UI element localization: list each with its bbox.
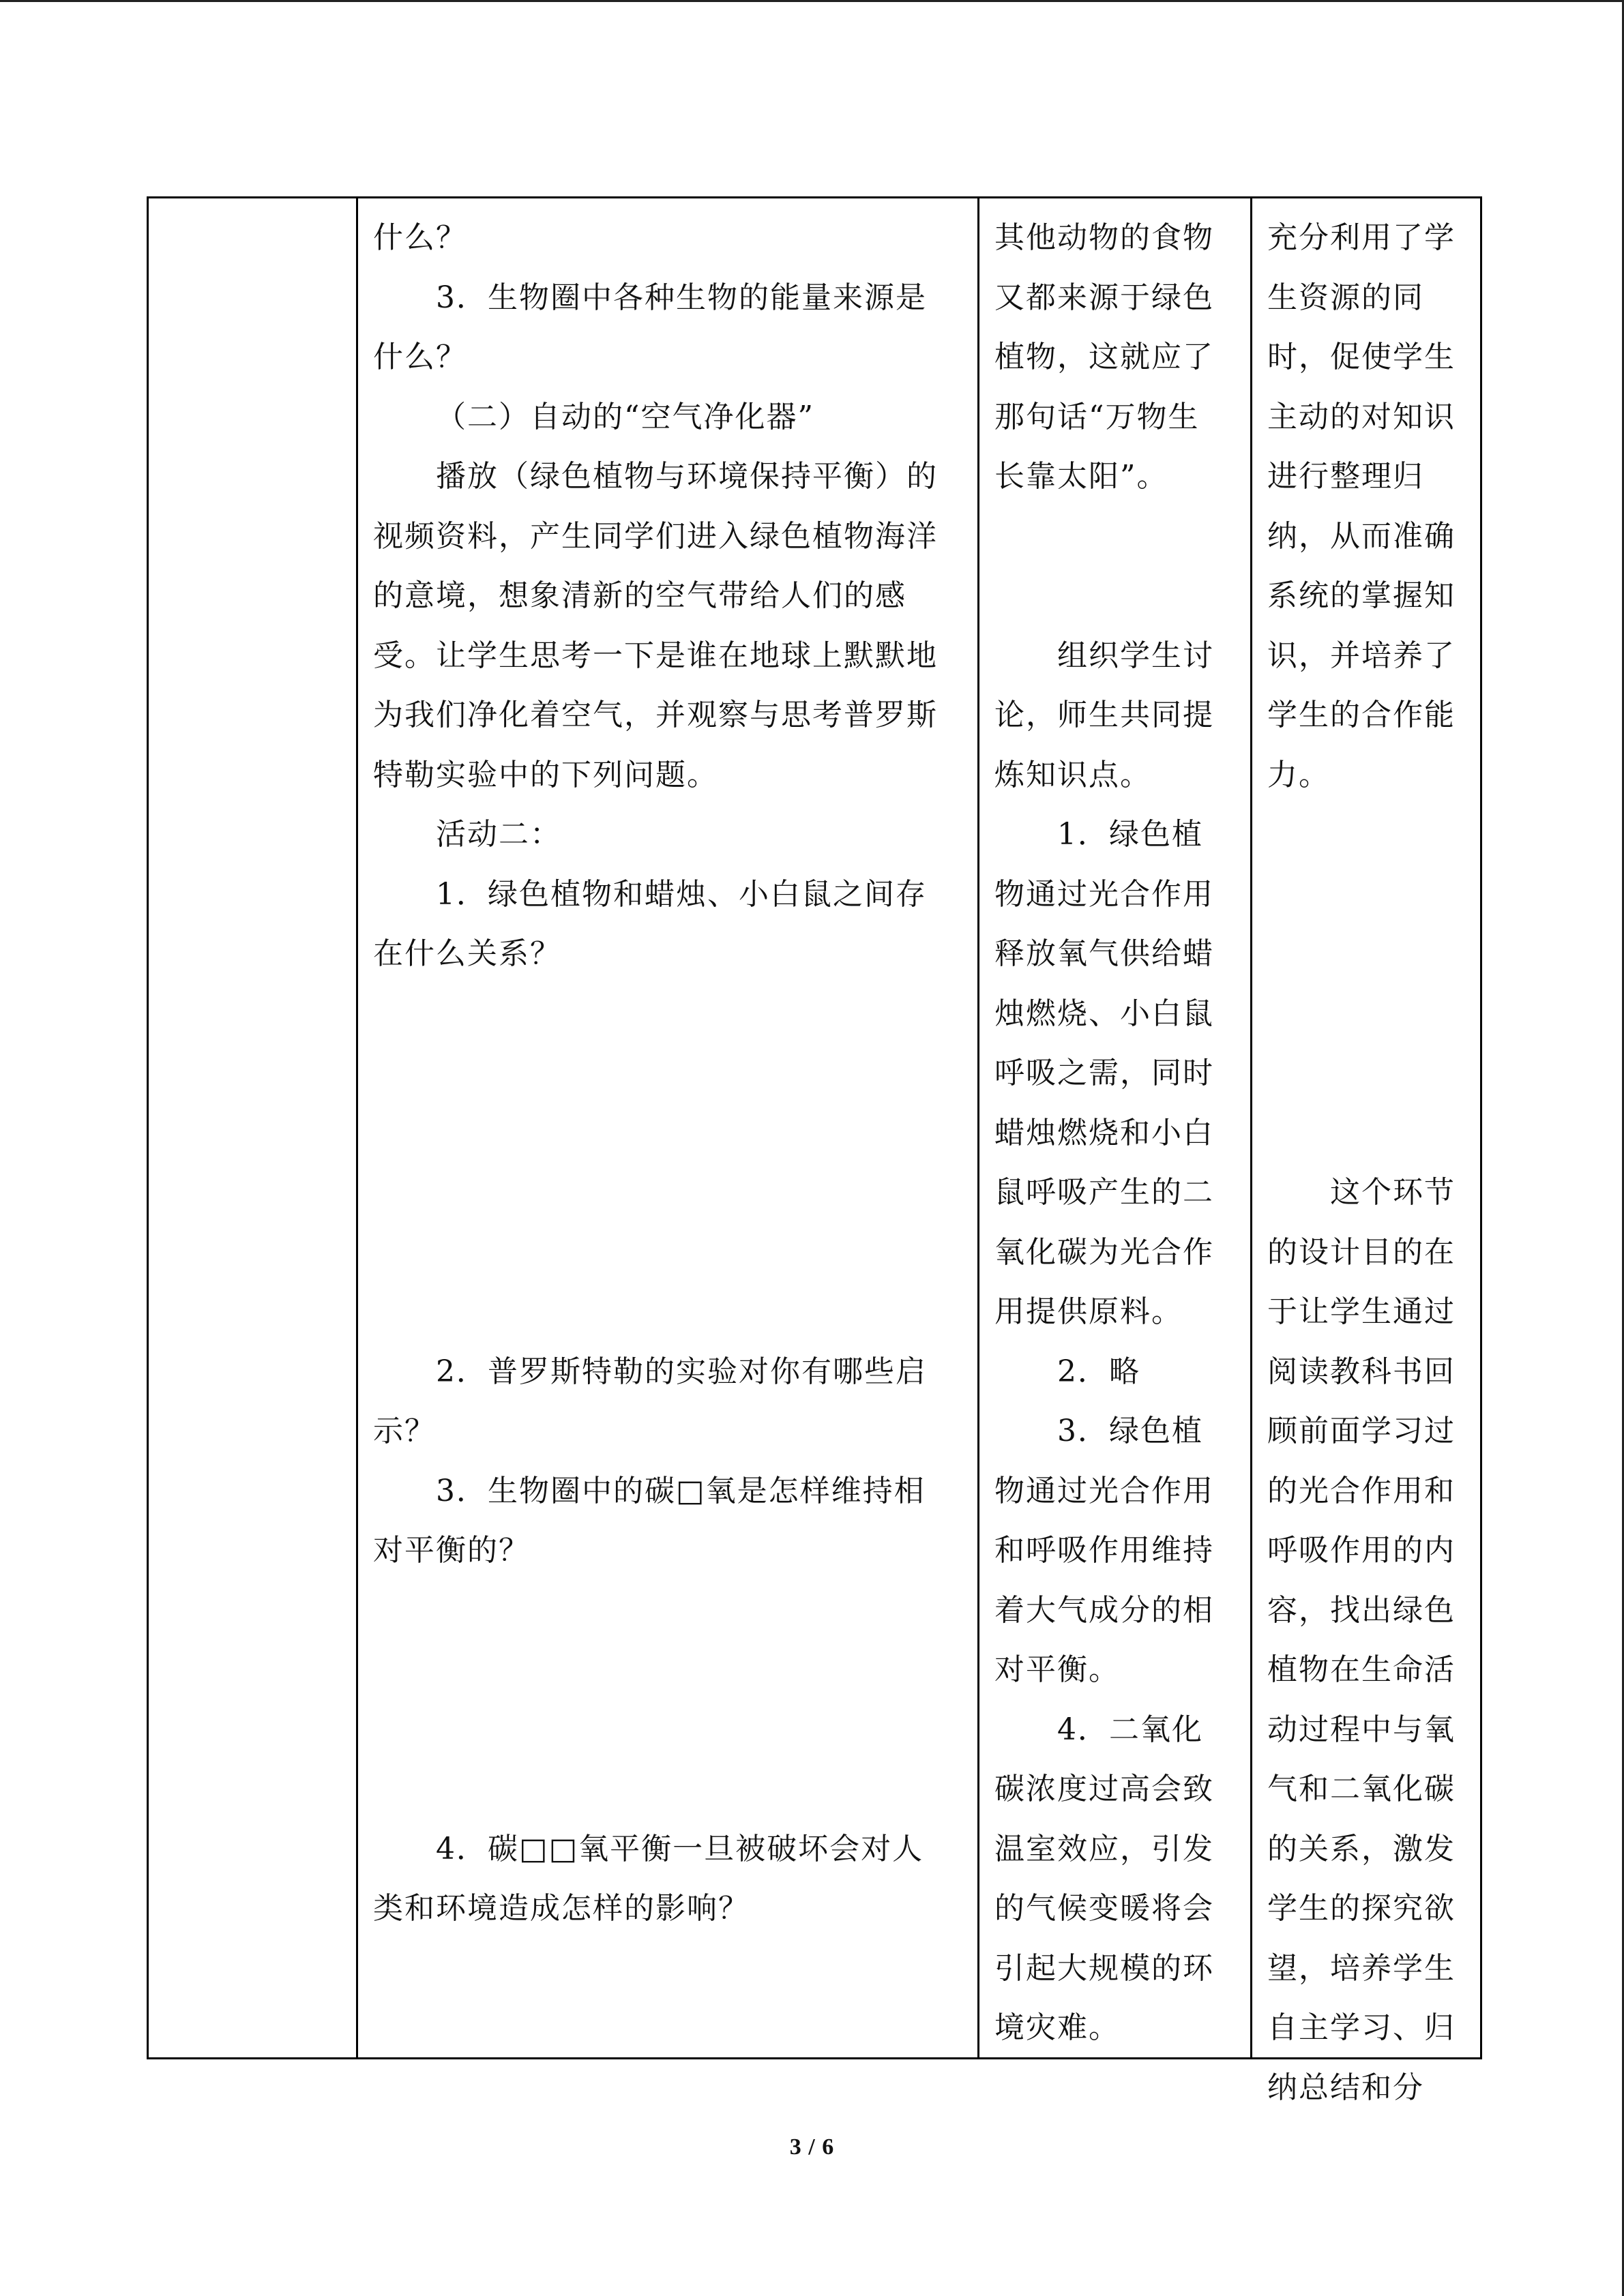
text-line: 呼吸之需，同时 (994, 1056, 1214, 1090)
blank-line (1267, 1103, 1468, 1163)
text-line: 物通过光合作用 (994, 1473, 1214, 1508)
text-line: 3．生物圈中各种生物的能量来源是 (436, 280, 927, 315)
text-line: 植物在生命活 (1267, 1652, 1456, 1687)
text-line: 进行整理归 (1267, 459, 1424, 494)
text-line: 4．碳□□氧平衡一旦被破坏会对人 (436, 1831, 924, 1866)
text-line: 的意境，想象清新的空气带给人们的感 (373, 578, 906, 613)
text-line: 气和二氧化碳 (1267, 1772, 1456, 1806)
text-line: 自主学习、归 (1267, 2010, 1456, 2045)
blank-line (994, 566, 1238, 626)
blank-line (373, 1581, 965, 1641)
text-line: 什么？ (373, 220, 467, 255)
text-line: 对平衡。 (994, 1652, 1120, 1687)
text-line: 动过程中与氧 (1267, 1712, 1456, 1747)
activity-heading: 活动二： (436, 817, 561, 852)
text-line: 阅读教科书回 (1267, 1354, 1456, 1389)
text-line: 炼知识点。 (994, 757, 1151, 792)
text-line: 其他动物的食物 (994, 220, 1214, 255)
text-line: 释放氧气供给蜡 (994, 936, 1214, 971)
page-number: 3 / 6 (789, 2134, 835, 2160)
blank-line (373, 1282, 965, 1342)
blank-line (1267, 805, 1468, 865)
text-line: 于让学生通过 (1267, 1294, 1456, 1329)
text-line: 望，培养学生 (1267, 1950, 1456, 1986)
text-line: 又都来源于绿色 (994, 280, 1214, 315)
text-line: 境灾难。 (994, 2010, 1120, 2045)
text-line: 为我们净化着空气，并观察与思考普罗斯 (373, 698, 938, 732)
text-line: 植物，这就应了 (994, 340, 1214, 374)
text-line: 1．绿色植物和蜡烛、小白鼠之间存 (436, 876, 927, 912)
text-line: 3．生物圈中的碳□氧是怎样维持相 (436, 1473, 926, 1508)
text-line: 的光合作用和 (1267, 1473, 1456, 1508)
section-heading: （二）自动的“空气净化器” (436, 399, 814, 434)
text-line: 容，找出绿色 (1267, 1592, 1456, 1628)
text-line: 在什么关系？ (373, 936, 561, 971)
blank-line (373, 1700, 965, 1760)
text-line: 物通过光合作用 (994, 876, 1214, 912)
text-line: 氧化碳为光合作 (994, 1234, 1214, 1270)
text-line: 4．二氧化 (1057, 1712, 1203, 1747)
text-line: 学生的探究欲 (1267, 1891, 1456, 1926)
text-line: 3．绿色植 (1057, 1414, 1203, 1448)
text-line: 烛燃烧、小白鼠 (994, 996, 1214, 1031)
text-line: 主动的对知识 (1267, 399, 1456, 434)
text-line: 和呼吸作用维持 (994, 1533, 1214, 1568)
blank-line (1267, 865, 1468, 925)
blank-line (1267, 984, 1468, 1044)
blank-line (373, 1640, 965, 1700)
text-line: 1．绿色植 (1057, 817, 1203, 852)
blank-line (1267, 924, 1468, 984)
text-line: 识，并培养了 (1267, 638, 1456, 673)
text-line: 蜡烛燃烧和小白 (994, 1115, 1214, 1150)
blank-line (1267, 1043, 1468, 1103)
text-line: 组织学生讨 (1057, 638, 1214, 673)
blank-line (373, 1163, 965, 1223)
blank-line (373, 1103, 965, 1163)
text-line: 播放（绿色植物与环境保持平衡）的 (436, 459, 938, 494)
text-line: 生资源的同 (1267, 280, 1424, 315)
blank-line (994, 507, 1238, 567)
text-line: 示？ (373, 1414, 436, 1448)
text-line: 顾前面学习过 (1267, 1414, 1456, 1448)
text-line: 时，促使学生 (1267, 340, 1456, 374)
text-line: 视频资料，产生同学们进入绿色植物海洋 (373, 518, 938, 554)
student-activity-cell (979, 198, 1252, 2059)
text-line: 的关系，激发 (1267, 1831, 1456, 1866)
text-line: 温室效应，引发 (994, 1831, 1214, 1866)
text-line: 纳总结和分 (1267, 2070, 1424, 2105)
text-line: 类和环境造成怎样的影响？ (373, 1891, 750, 1926)
design-intent-cell (1252, 198, 1481, 2105)
text-line: 的气候变暖将会 (994, 1891, 1214, 1926)
text-line: 的设计目的在 (1267, 1234, 1456, 1270)
text-line: 纳，从而准确 (1267, 518, 1456, 554)
text-line: 那句话“万物生 (994, 399, 1200, 434)
table-row (148, 198, 1481, 2059)
text-line: 鼠呼吸产生的二 (994, 1175, 1214, 1210)
text-line: 长靠太阳”。 (994, 459, 1168, 494)
blank-line (373, 1759, 965, 1819)
text-line: 什么？ (373, 340, 467, 374)
text-line: 系统的掌握知 (1267, 578, 1456, 613)
text-line: 引起大规模的环 (994, 1950, 1214, 1986)
text-line: 碳浓度过高会致 (994, 1772, 1214, 1806)
text-line: 2．略 (1057, 1354, 1140, 1389)
text-line: 特勒实验中的下列问题。 (373, 757, 718, 792)
text-line: 受。让学生思考一下是谁在地球上默默地 (373, 638, 938, 673)
text-line: 着大气成分的相 (994, 1592, 1214, 1628)
blank-line (373, 984, 965, 1044)
text-line: 充分利用了学 (1267, 220, 1456, 255)
text-line: 力。 (1267, 757, 1330, 792)
teaching-process-cell (357, 198, 979, 2059)
text-line: 用提供原料。 (994, 1294, 1183, 1329)
blank-line (373, 1223, 965, 1283)
lesson-plan-table (147, 196, 1482, 2105)
text-line: 这个环节 (1330, 1175, 1456, 1210)
page-border-top (0, 0, 1624, 2)
blank-line (373, 1043, 965, 1103)
text-line: 呼吸作用的内 (1267, 1533, 1456, 1568)
text-line: 对平衡的？ (373, 1533, 530, 1568)
text-line: 2．普罗斯特勒的实验对你有哪些启 (436, 1354, 927, 1389)
stage-column-cell (148, 198, 357, 2059)
text-line: 学生的合作能 (1267, 698, 1456, 732)
text-line: 论，师生共同提 (994, 698, 1214, 732)
